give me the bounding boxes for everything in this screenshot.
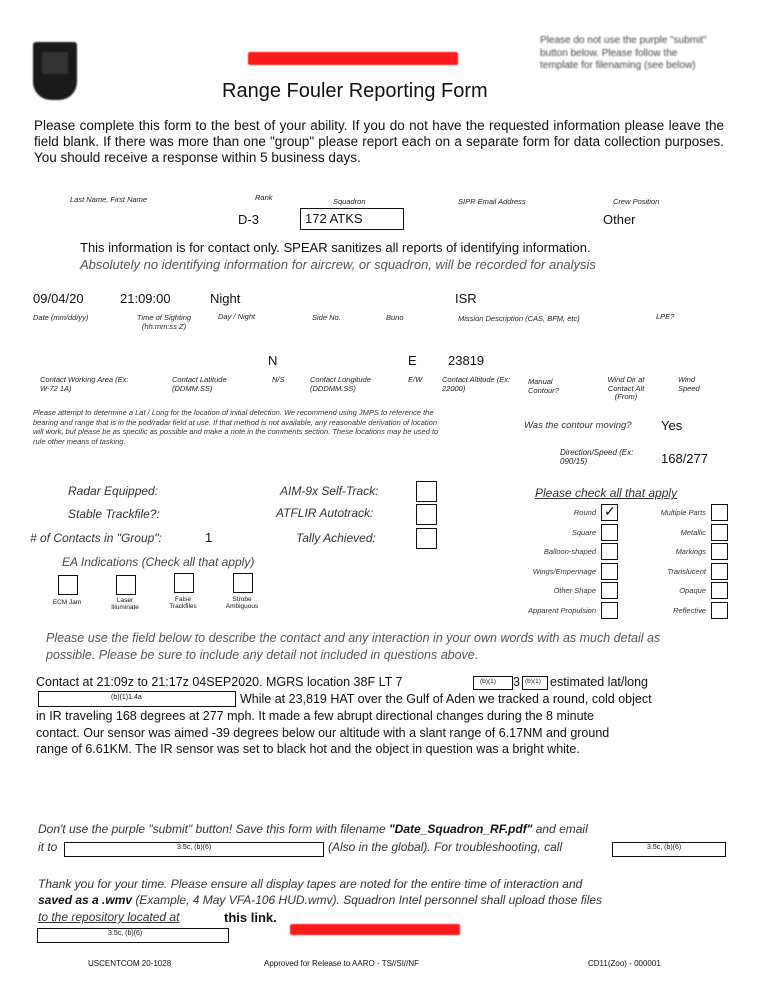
squadron-label: Squadron [333, 197, 366, 206]
ea-strobe-checkbox[interactable] [233, 573, 253, 593]
check-option-left [500, 543, 620, 561]
check-option-label: Balloon-shaped [543, 547, 596, 556]
altitude-label: Contact Altitude (Ex: 22000) [442, 375, 511, 393]
intro-paragraph: Please complete this form to the best of your ability. If you do not have the requested information please leave the field blank. If there was more than one "group" please report each on a separate form for data collection purposes. You should receive a response within 5 business days. [34, 118, 724, 165]
check-option-left [500, 524, 620, 542]
narrative-field[interactable] [36, 672, 726, 822]
check-option-checkbox[interactable] [601, 524, 618, 541]
ea-false-label: False Trackfiles [169, 596, 197, 611]
narrative-prompt: Please use the field below to describe the contact and any interaction in your own words with as much detail as possible. Please be sure to include any detail not included in questions above. [46, 631, 661, 662]
radar-label: Radar Equipped: [68, 484, 159, 498]
form-title: Range Fouler Reporting Form [222, 80, 488, 102]
check-option-label: Round [573, 508, 596, 517]
ea-ecm-label: ECM Jam [52, 599, 82, 606]
narrative-line5: range of 6.61KM. The IR sensor was set to black hot and the object in question was a bright white. [36, 742, 580, 756]
manual-contour-label: Manual Contour? [528, 377, 559, 395]
check-option-checkbox[interactable] [601, 543, 618, 560]
lat-long-advice: Please attempt to determine a Lat / Long for the location of initial detection. We recommend using JMPS to reference the bearing and range that is in the pod/radar field at use. If that method is not available, any reasonable derivation of location will work, but please be as specific as possible and make a note in the comments section. These locations may be used to rule other means of tasking. [33, 408, 439, 446]
direction-speed-label: Direction/Speed (Ex: 090/15) [560, 448, 634, 467]
phone-redaction-box: 3.5c, (b)(6) [612, 842, 726, 857]
ea-false-checkbox[interactable] [174, 573, 194, 593]
date-label: Date (mm/dd/yy) [33, 313, 89, 322]
aim9x-checkbox[interactable] [416, 481, 437, 502]
tally-label: Tally Achieved: [296, 531, 376, 545]
checkmark-icon: ✓ [604, 503, 616, 519]
rank-label: Rank [255, 193, 273, 202]
check-option-left [500, 582, 620, 600]
narrative-line1a: Contact at 21:09z to 21:17z 04SEP2020. MGRS location 38F LT 7 [36, 675, 403, 689]
footer-left: USCENTCOM 20-1028 [88, 959, 172, 968]
thanks-line3a: to the repository located at [38, 910, 180, 924]
day-night-label: Day / Night [218, 312, 256, 321]
contact-note: This information is for contact only. SPEAR sanitizes all reports of identifying information. [80, 240, 591, 255]
aim9x-label: AIM-9x Self-Track: [280, 484, 379, 498]
ea-laser-label: Laser Illuminate [111, 597, 139, 612]
check-option-label: Opaque [679, 586, 706, 595]
check-option-label: Multiple Parts [660, 508, 706, 517]
buno-label: Buno [386, 313, 404, 322]
mission-desc-label: Mission Description (CAS, BFM, etc) [458, 314, 580, 323]
redaction-box-b: (b)(1) [522, 676, 548, 690]
ea-strobe-label: Strobe Ambiguous [225, 596, 259, 611]
submit-instructions: Don't use the purple "submit" button! Save this form with filename "Date_Squadron_RF.pdf" and email [38, 822, 588, 836]
footer-right: CD11(Zoo) - 000001 [588, 959, 661, 968]
check-option-label: Metallic [680, 527, 706, 537]
position-value[interactable]: Other [603, 212, 636, 227]
email-line: it to [38, 840, 58, 854]
wind-speed-label: Wind Speed [678, 375, 700, 393]
email-redaction-box: 3.5c, (b)(6) [64, 842, 324, 857]
check-option-label: Square [571, 527, 596, 537]
check-option-checkbox[interactable] [711, 524, 728, 541]
check-option-checkbox[interactable] [711, 504, 728, 521]
check-option-label: Apparent Propulsion [528, 605, 596, 615]
narrative-line4: contact. Our sensor was aimed -39 degrees below our altitude with a slant range of 6.17NM and ground [36, 726, 610, 740]
ns-value[interactable]: N [268, 353, 278, 368]
check-option-checkbox[interactable] [601, 602, 618, 619]
check-option-checkbox[interactable] [711, 543, 728, 560]
check-option-right [630, 563, 730, 581]
position-label: Crew Position [613, 197, 660, 206]
wind-dir-label: Wind Dir at Contact Alt (From) [607, 375, 645, 402]
ea-laser-checkbox[interactable] [116, 575, 136, 595]
check-option-checkbox[interactable] [601, 582, 618, 599]
squadron-value: 172 ATKS [305, 211, 363, 226]
contacts-label: # of Contacts in "Group": [30, 531, 162, 545]
narrative-line2: While at 23,819 HAT over the Gulf of Aden we tracked a round, cold object [240, 692, 652, 706]
check-option-checkbox[interactable] [711, 582, 728, 599]
redaction-box-a: (b)(1) [473, 676, 513, 690]
check-option-right [630, 504, 730, 522]
anonymity-note: Absolutely no identifying information for aircrew, or squadron, will be recorded for analysis [80, 257, 596, 272]
check-option-left [500, 504, 620, 522]
check-option-label: Translucent [667, 566, 706, 576]
ew-label: E/W [408, 375, 423, 384]
narrative-line1b: 3 [513, 675, 520, 689]
check-option-checkbox[interactable] [711, 563, 728, 580]
tally-checkbox[interactable] [416, 528, 437, 549]
rank-value[interactable]: D-3 [238, 212, 259, 227]
redaction-box-c: (b)(1)1.4a [38, 691, 236, 707]
atflir-label: ATFLIR Autotrack: [276, 506, 374, 520]
narrative-line3: in IR traveling 168 degrees at 277 mph. It made a few abrupt directional changes during the 8 minute [36, 709, 594, 723]
time-label: Time of Sighting (hh:mm:ss Z) [136, 313, 192, 331]
mission-desc-value[interactable]: ISR [455, 291, 477, 306]
ns-label: N/S [272, 375, 285, 384]
contour-value[interactable]: Yes [661, 418, 683, 433]
thanks-line3b[interactable]: this link. [224, 910, 277, 925]
check-option-right [630, 602, 730, 620]
footer-center: Approved for Release to AARO - TS//SI//NF [264, 959, 420, 968]
repo-redaction-box: 3.5c, (b)(6) [37, 928, 229, 943]
narrative-line1c: estimated lat/long [550, 675, 648, 689]
check-option-label: Markings [675, 547, 706, 556]
check-option-label: Other Shape [553, 586, 596, 595]
time-value[interactable]: 21:09:00 [120, 291, 171, 306]
contacts-value[interactable]: 1 [205, 530, 213, 545]
check-option-checkbox[interactable] [601, 563, 618, 580]
date-value[interactable]: 09/04/20 [33, 291, 84, 306]
check-option-checkbox[interactable] [711, 602, 728, 619]
check-option-left [500, 602, 620, 620]
stable-label: Stable Trackfile?: [68, 507, 160, 521]
check-option-right [630, 543, 730, 561]
direction-speed-value[interactable]: 168/277 [661, 451, 708, 466]
longitude-label: Contact Longitude (DDDMM.SS) [310, 375, 371, 393]
lpe-label: LPE? [656, 312, 675, 321]
logo-emblem [33, 42, 77, 100]
link-redaction-bar [290, 924, 460, 935]
check-option-left [500, 563, 620, 581]
redaction-bar [248, 52, 458, 65]
ea-ecm-checkbox[interactable] [58, 575, 78, 595]
squadron-field[interactable] [300, 208, 404, 230]
ew-value[interactable]: E [408, 353, 417, 368]
troubleshoot-line: (Also in the global). For troubleshooting, call [328, 840, 563, 854]
ea-title: EA Indications (Check all that apply) [62, 555, 255, 569]
altitude-value[interactable]: 23819 [448, 353, 485, 368]
thanks-line2: saved as a .wmv (Example, 4 May VFA-106 HUD.wmv). Squadron Intel personnel shall upload those files [38, 893, 603, 907]
working-area-label: Contact Working Area (Ex: W-72 1A) [40, 375, 129, 393]
check-title: Please check all that apply [535, 486, 678, 500]
side-no-label: Side No. [312, 313, 341, 322]
day-night-value[interactable]: Night [210, 291, 241, 306]
thanks-line1: Thank you for your time. Please ensure all display tapes are noted for the entire time of interaction and [38, 877, 583, 891]
email-label: SIPR Email Address [458, 197, 526, 206]
check-option-label: Reflective [673, 605, 706, 615]
check-option-label: Wings/Empennage [532, 566, 596, 576]
contour-question: Was the contour moving? [524, 420, 632, 431]
check-option-checkbox[interactable] [601, 504, 618, 521]
check-option-right [630, 582, 730, 600]
atflir-checkbox[interactable] [416, 504, 437, 525]
header-note: Please do not use the purple "submit" button below. Please follow the template for filenaming (see below) [540, 35, 707, 71]
name-label: Last Name, First Name [70, 195, 148, 204]
latitude-label: Contact Latitude (DDMM.SS) [172, 375, 227, 393]
check-option-right [630, 524, 730, 542]
